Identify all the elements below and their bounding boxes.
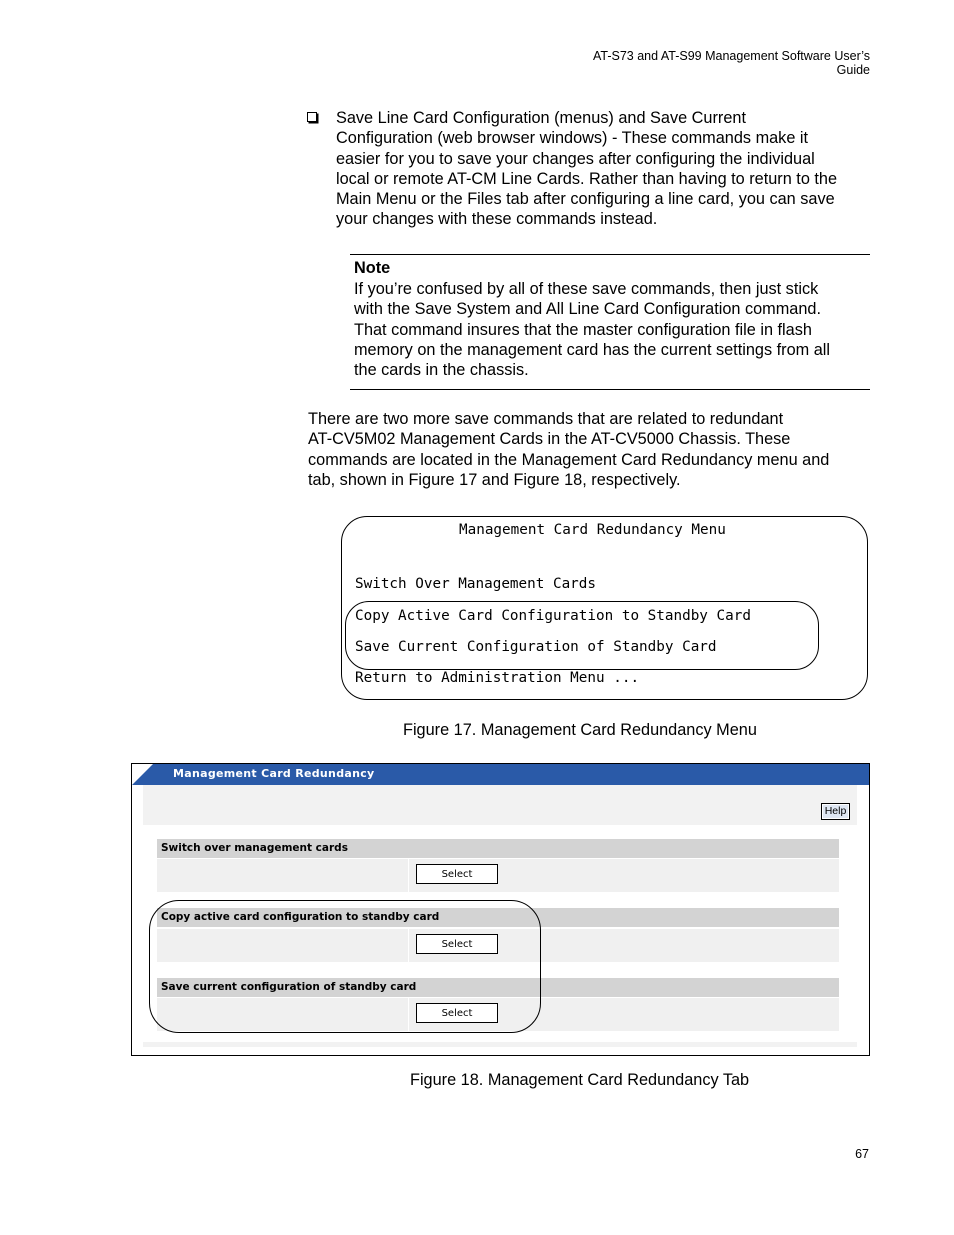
bullet-line: local or remote AT-CM Line Cards. Rather than having to return to the [336,169,838,188]
note-line: That command insures that the master configuration file in flash [354,320,812,339]
bullet-line: your changes with these commands instead. [336,210,658,229]
gui-highlight-oval [149,900,541,1033]
bullet-paragraph [336,108,876,230]
menu-item-save-standby[interactable]: Save Current Configuration of Standby Card [355,639,717,655]
bullet-line: Save Line Card Configuration (menus) and Save Current [336,109,746,127]
body-paragraph [308,409,870,490]
paragraph-line: commands are located in the Management Card Redundancy menu and [308,450,830,469]
select-button-save-standby[interactable]: Select [416,1003,498,1023]
menu-item-copy-active[interactable]: Copy Active Card Configuration to Standby Card [355,608,751,624]
note-top-rule [350,254,870,255]
web-gui-window [131,763,870,1056]
note-title: Note [354,259,391,277]
note-line: If you’re confused by all of these save commands, then just stick [354,280,819,298]
paragraph-line: AT-CV5M02 Management Cards in the AT-CV5000 Chassis. These [308,430,791,449]
bullet-line: Main Menu or the Files tab after configuring a line card, you can save [336,190,835,209]
help-button[interactable]: Help [821,803,850,820]
section-header-switch-over: Switch over management cards [157,839,839,858]
note-body [354,279,869,380]
menu-title: Management Card Redundancy Menu [459,522,726,538]
row-divider [408,859,409,892]
bullet-line: easier for you to save your changes after configuring the individual [336,149,815,168]
menu-item-return[interactable]: Return to Administration Menu ... [355,670,640,686]
note-line: with the Save System and All Line Card Configuration command. [354,300,821,319]
section-header-save-standby: Save current configuration of standby card [157,978,839,997]
paragraph-line: tab, shown in Figure 17 and Figure 18, respectively. [308,470,681,489]
bullet-line: Configuration (web browser windows) - These commands make it [336,129,809,148]
gui-title: Management Card Redundancy [173,767,375,780]
titlebar-notch [132,764,153,785]
paragraph-line: There are two more save commands that are related to redundant [308,410,784,428]
section-header-copy-active: Copy active card configuration to standby card [157,908,839,927]
note-line: memory on the management card has the current settings from all [354,340,830,359]
note-line: the cards in the chassis. [354,361,529,380]
select-button-switch-over[interactable]: Select [416,864,498,884]
figure-17-caption: Figure 17. Management Card Redundancy Menu [403,721,757,739]
note-bottom-rule [350,389,870,390]
figure-18-caption: Figure 18. Management Card Redundancy Tab [410,1071,750,1089]
checkbox-bullet-icon [307,112,317,122]
menu-highlight-oval [345,601,819,670]
section-row [157,859,839,892]
page-number: 67 [855,1147,869,1161]
menu-item-switch-over[interactable]: Switch Over Management Cards [355,576,597,592]
select-button-copy-active[interactable]: Select [416,934,498,954]
running-header: AT-S73 and AT-S99 Management Software User’s Guide [593,49,870,77]
